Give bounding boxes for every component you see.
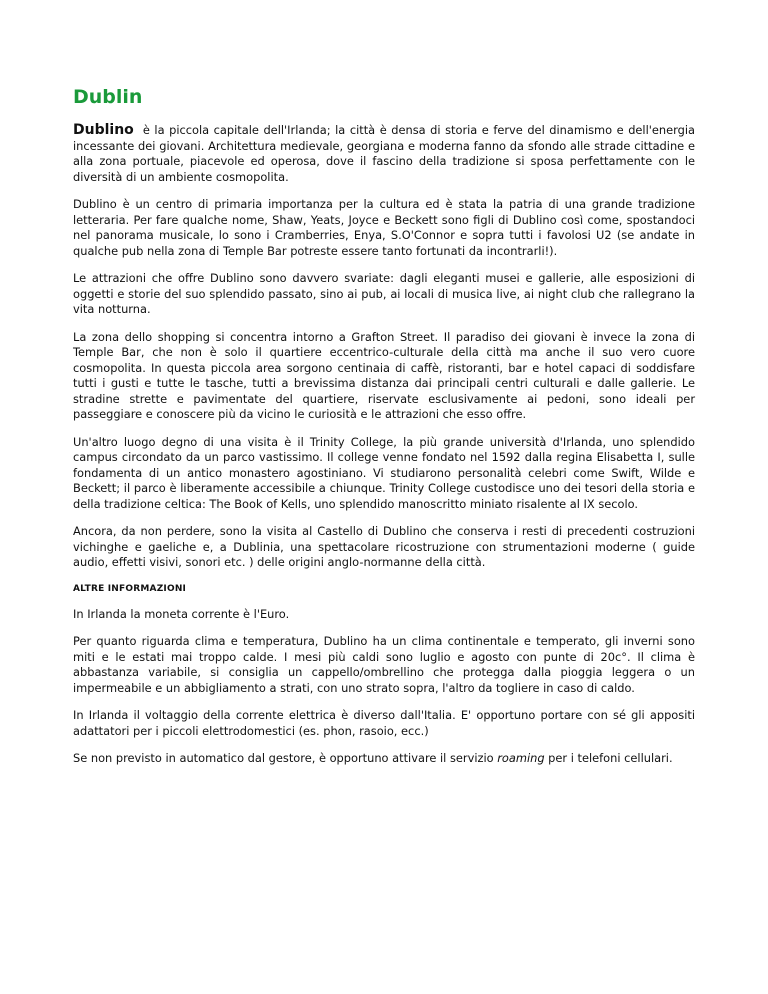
roaming-text-before: Se non previsto in automatico dal gestore, è opportuno attivare il servizio <box>73 751 498 765</box>
paragraph-culture: Dublino è un centro di primaria importanza per la cultura ed è stata la patria di una grande tradizione letteraria. Per fare qualche nome, Shaw, Yeats, Joyce e Beckett sono figli di Dublino così come, spostandoci nel panorama musicale, lo sono i Cramberries, Enya, S.O'Connor e sopra tutti i favolosi U2 (se andate in qualche pub nella zona di Temple Bar potreste essere tanto fortunati da incontrarli!). <box>73 197 695 258</box>
info-climate: Per quanto riguarda clima e temperatura, Dublino ha un clima continentale e temperato, gli inverni sono miti e le estati mai troppo calde. I mesi più caldi sono luglio e agosto con punte di 20c°. Il clima è abbastanza variabile, si consiglia un cappello/ombrellino che protegga dalla pioggia leggera o un impermeabile e un abbigliamento a strati, con uno strato sopra, l'altro da togliere in caso di caldo. <box>73 634 695 695</box>
info-currency: In Irlanda la moneta corrente è l'Euro. <box>73 606 290 621</box>
paragraph-attractions: Le attrazioni che offre Dublino sono davvero svariate: dagli eleganti musei e gallerie, alle esposizioni di oggetti e storie del suo splendido passato, sino ai pub, ai locali di musica live, ai night club che rallegrano la vita notturna. <box>73 271 695 316</box>
info-roaming <box>73 751 695 767</box>
intro-text: è la piccola capitale dell'Irlanda; la città è densa di storia e ferve del dinamismo e dell'energia incessante dei giovani. Architettura medievale, georgiana e moderna fanno da sfondo alle strade cittadine e alla zona portuale, piacevole ed operosa, dove il fascino della tradizione si sposa perfettamente con le diversità di un ambiente cosmopolita. <box>73 123 695 184</box>
info-voltage: In Irlanda il voltaggio della corrente elettrica è diverso dall'Italia. E' opportuno portare con sé gli appositi adattatori per i piccoli elettrodomestici (es. phon, rasoio, ecc.) <box>73 708 695 738</box>
intro-lead: Dublino <box>73 122 134 138</box>
paragraph-shopping: La zona dello shopping si concentra intorno a Grafton Street. Il paradiso dei giovani è invece la zona di Temple Bar, che non è solo il quartiere eccentrico-culturale della città ma anche il suo vero cuore cosmopolita. In questa piccola area sorgono centinaia di caffè, ristoranti, bar e hotel capaci di soddisfare tutti i gusti e tutte le tasche, tutti a brevissima distanza dai principali centri culturali e dalle gallerie. Le stradine strette e pavimentate del quartiere, riservate esclusivamente ai pedoni, sono ideali per passeggiare e conoscere più da vicino le curiosità e le attrazioni che esso offre. <box>73 329 695 421</box>
section-heading: ALTRE INFORMAZIONI <box>73 583 187 594</box>
page-title: Dublin <box>73 86 143 108</box>
roaming-text-after: per i telefoni cellulari. <box>544 751 673 765</box>
roaming-term: roaming <box>497 751 545 765</box>
paragraph-castle: Ancora, da non perdere, sono la visita al Castello di Dublino che conserva i resti di precedenti costruzioni vichinghe e gaeliche e, a Dublinia, una spettacolare ricostruzione con strumentazioni moderne ( guide audio, effetti visivi, sonori etc. ) delle origini anglo-normanne della città. <box>73 524 695 569</box>
document-page <box>73 84 695 779</box>
intro-paragraph <box>73 123 695 185</box>
paragraph-trinity: Un'altro luogo degno di una visita è il Trinity College, la più grande università d'Irlanda, uno splendido campus circondato da un parco vastissimo. Il college venne fondato nel 1592 dalla regina Elisabetta I, sulle fondamenta di un antico monastero agostiniano. Vi studiarono personalità celebri come Swift, Wilde e Beckett; il parco è liberamente accessibile a chiunque. Trinity College custodisce uno dei tesori della storia e della tradizione celtica: The Book of Kells, uno splendido manoscritto miniato risalente al IX secolo. <box>73 434 695 511</box>
